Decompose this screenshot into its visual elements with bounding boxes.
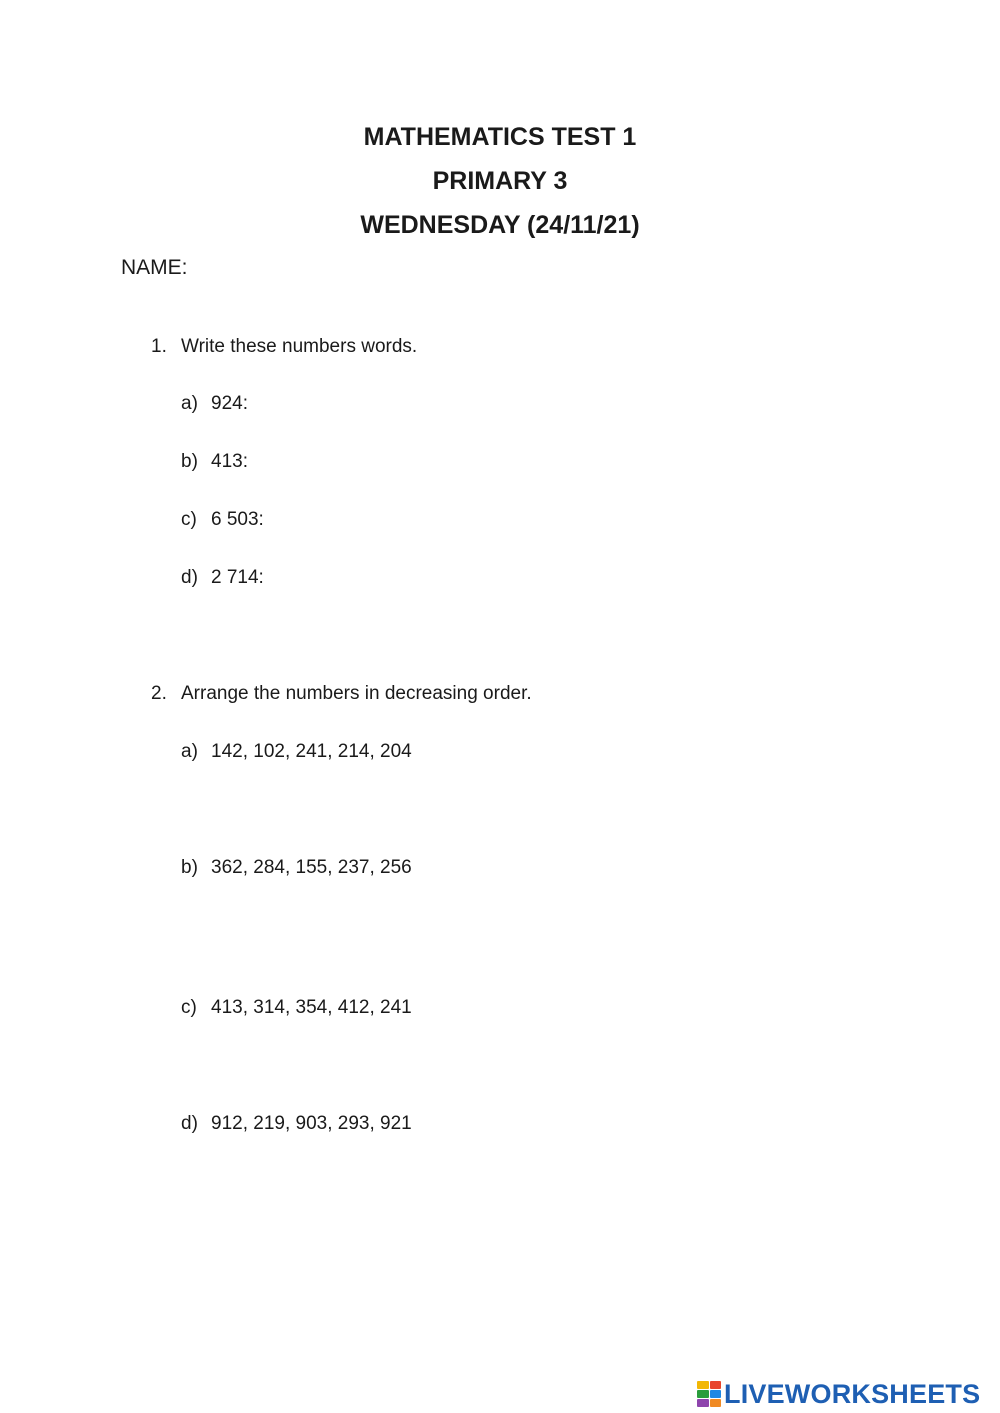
question-1c-letter: c) bbox=[181, 509, 197, 530]
question-1-number: 1. bbox=[151, 336, 167, 357]
logo-block-2 bbox=[710, 1381, 722, 1389]
question-2b-text: 362, 284, 155, 237, 256 bbox=[211, 857, 412, 878]
question-2d-letter: d) bbox=[181, 1113, 198, 1134]
question-2c-text: 413, 314, 354, 412, 241 bbox=[211, 997, 412, 1018]
title-line-2: PRIMARY 3 bbox=[432, 167, 568, 195]
liveworksheets-logo-icon bbox=[697, 1381, 721, 1407]
question-1a-letter: a) bbox=[181, 393, 198, 414]
question-2a-letter: a) bbox=[181, 741, 198, 762]
question-1d-text: 2 714: bbox=[211, 567, 264, 588]
question-2a-text: 142, 102, 241, 214, 204 bbox=[211, 741, 412, 762]
question-1d-letter: d) bbox=[181, 567, 198, 588]
logo-block-5 bbox=[697, 1399, 709, 1407]
logo-block-1 bbox=[697, 1381, 709, 1389]
title-line-1: MATHEMATICS TEST 1 bbox=[363, 123, 637, 151]
question-1b-text: 413: bbox=[211, 451, 248, 472]
question-2d-text: 912, 219, 903, 293, 921 bbox=[211, 1113, 412, 1134]
question-2c-letter: c) bbox=[181, 997, 197, 1018]
question-1c-text: 6 503: bbox=[211, 509, 264, 530]
question-2-text: Arrange the numbers in decreasing order. bbox=[181, 683, 532, 704]
question-1a-text: 924: bbox=[211, 393, 248, 414]
logo-block-4 bbox=[710, 1390, 722, 1398]
title-line-3: WEDNESDAY (24/11/21) bbox=[360, 211, 640, 239]
question-2-number: 2. bbox=[151, 683, 167, 704]
logo-block-3 bbox=[697, 1390, 709, 1398]
logo-block-6 bbox=[710, 1399, 722, 1407]
liveworksheets-logo bbox=[697, 1378, 980, 1410]
question-1-text: Write these numbers words. bbox=[181, 336, 418, 357]
question-2b-letter: b) bbox=[181, 857, 198, 878]
question-1b-letter: b) bbox=[181, 451, 198, 472]
name-label: NAME: bbox=[121, 256, 188, 279]
logo-text: LIVEWORKSHEETS bbox=[724, 1378, 981, 1409]
